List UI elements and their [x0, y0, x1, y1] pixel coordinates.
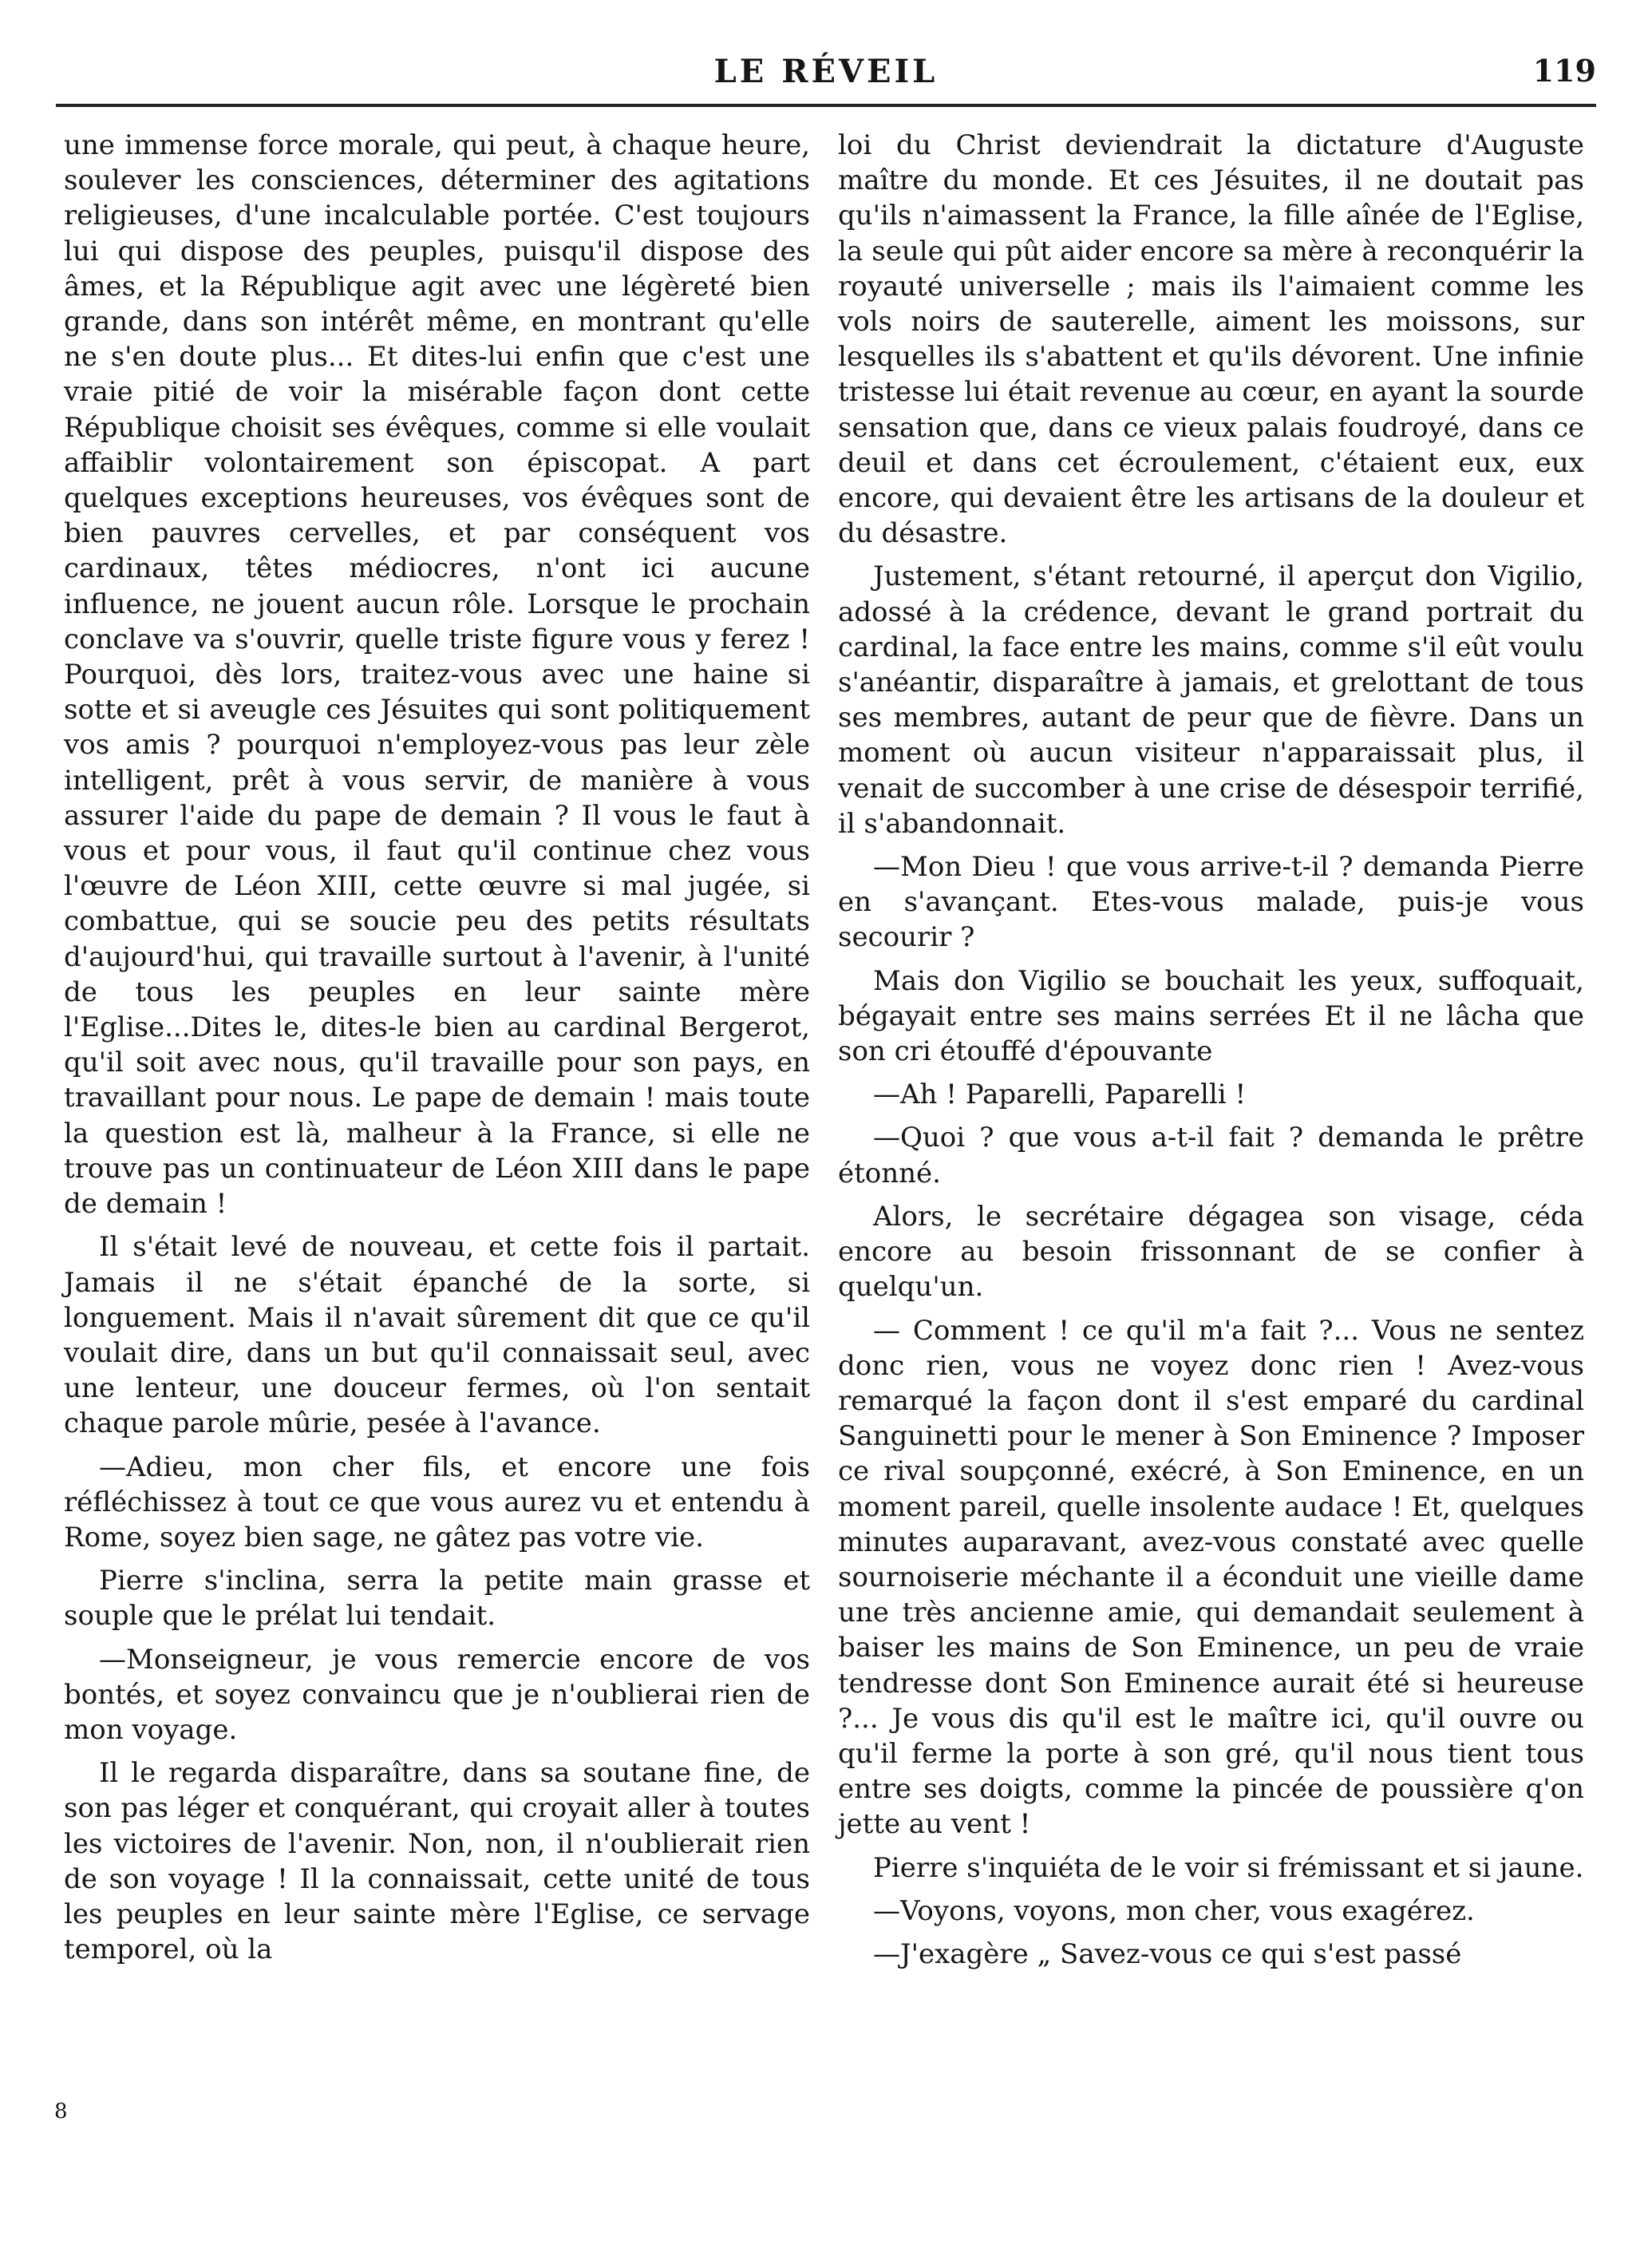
- paragraph: —Quoi ? que vous a-t-il fait ? demanda le prêtre étonné.: [838, 1122, 1584, 1189]
- paragraph: —Adieu, mon cher fils, et encore une fois réfléchissez à tout ce que vous aurez vu et entendu à Rome, soyez bien sage, ne gâtez pas votre vie.: [64, 1451, 810, 1553]
- paragraph: loi du Christ deviendrait la dictature d'Auguste maître du monde. Et ces Jésuites, il ne doutait pas qu'ils n'aimassent la France, la fille aînée de l'Eglise, la seule qui pût aider encore sa mère à reconquérir la royauté universelle ; mais ils l'aimaient comme les vols noirs de sauterelle, aiment les moissons, sur lesquelles ils s'abattent et qu'ils dévorent. Une infinie tristesse lui était revenue au cœur, en ayant la sourde sensation que, dans ce vieux palais foudroyé, dans ce deuil et dans cet écroulement, c'étaient eux, eux encore, qui devaient être les artisans de la douleur et du désastre.: [838, 129, 1584, 550]
- paragraph: Pierre s'inquiéta de le voir si frémissant et si jaune.: [873, 1851, 1584, 1884]
- paragraph: une immense force morale, qui peut, à chaque heure, soulever les consciences, déterminer des agitations religieuses, d'une incalculable portée. C'est toujours lui qui dispose des peuples, puisqu'il dispose des âmes, et la République agit avec une légèreté bien grande, dans son intérêt même, en montrant qu'elle ne s'en doute plus... Et dites-lui enfin que c'est une vraie pitié de voir la misérable façon dont cette République choisit ses évêques, comme si elle voulait affaiblir volontairement son épiscopat. A part quelques exceptions heureuses, vos évêques sont de bien pauvres cervelles, et par conséquent vos cardinaux, têtes médiocres, n'ont ici aucune influence, ne jouent aucun rôle. Lorsque le prochain conclave va s'ouvrir, quelle triste figure vous y ferez ! Pourquoi, dès lors, traitez-vous avec une haine si sotte et si aveugle ces Jésuites qui sont politiquement vos amis ? pourquoi n'employez-vous pas leur zèle intelligent, prêt à vous servir, de manière à vous assurer l'aide du pape de demain ? Il vous le faut à vous et pour vous, il faut qu'il continue chez vous l'œuvre de Léon XIII, cette œuvre si mal jugée, si combattue, qui se soucie peu des petits résultats d'aujourd'hui, qui travaille surtout à l'avenir, à l'unité de tous les peuples en leur sainte mère l'Eglise...Dites le, dites-le bien au cardinal Bergerot, qu'il soit avec nous, qu'il travaille pour son pays, en travaillant pour nous. Le pape de demain ! mais toute la question est là, malheur à la France, si elle ne trouve pas un continuateur de Léon XIII dans le pape de demain !: [64, 129, 810, 1221]
- paragraph: — Comment ! ce qu'il m'a fait ?... Vous ne sentez donc rien, vous ne voyez donc rien ! Avez-vous remarqué la façon dont il s'est emparé du cardinal Sanguinetti pour le mener à Son Eminence ? Imposer ce rival soupçonné, exécré, à Son Eminence, en un moment pareil, quelle insolente audace ! Et, quelques minutes auparavant, avez-vous constaté avec quelle sournoiserie méchante il a éconduit une vieille dame une très ancienne amie, qui demandait seulement à baiser les mains de Son Eminence, un peu de vraie tendresse dont Son Eminence aurait été si heureuse ?... Je vous dis qu'il est le maître ici, qu'il ouvre ou qu'il ferme la porte à son gré, qu'il nous tient tous entre ses doigts, comme la pincée de poussière q'on jette au vent !: [838, 1314, 1584, 1841]
- paragraph: —Mon Dieu ! que vous arrive-t-il ? demanda Pierre en s'avançant. Etes-vous malade, puis-je vous secourir ?: [838, 851, 1584, 954]
- running-title: LE RÉVEIL: [713, 53, 939, 90]
- paragraph: Mais don Vigilio se bouchait les yeux, suffoquait, bégayait entre ses mains serrées Et il ne lâcha que son cri étouffé d'épouvante: [838, 964, 1584, 1068]
- paragraph: —Ah ! Paparelli, Paparelli !: [873, 1078, 1247, 1111]
- left-column: [64, 128, 810, 1975]
- paragraph: —Monseigneur, je vous remercie encore de vos bontés, et soyez convaincu que je n'oublierai rien de mon voyage.: [64, 1643, 810, 1746]
- signature-mark: 8: [54, 2100, 68, 2123]
- page-number: 119: [1532, 53, 1596, 89]
- paragraph: Il le regarda disparaître, dans sa soutane fine, de son pas léger et conquérant, qui croyait aller à toutes les victoires de l'avenir. Non, non, il n'oublierait rien de son voyage ! Il la connaissait, cette unité de tous les peuples en leur sainte mère l'Eglise, ce servage temporel, où la: [64, 1757, 810, 1966]
- paragraph: Alors, le secrétaire dégagea son visage, céda encore au besoin frissonnant de se confier à quelqu'un.: [838, 1200, 1584, 1304]
- paragraph: Il s'était levé de nouveau, et cette fois il partait. Jamais il ne s'était épanché de la sorte, si longuement. Mais il n'avait sûrement dit que ce qu'il voulait dire, dans un but qu'il connaissait seul, avec une lenteur, une douceur fermes, où l'on sentait chaque parole mûrie, pesée à l'avance.: [64, 1231, 810, 1440]
- paragraph: —J'exagère „ Savez-vous ce qui s'est passé: [873, 1937, 1462, 1970]
- paragraph: —Voyons, voyons, mon cher, vous exagérez.: [873, 1894, 1475, 1927]
- page-header: [56, 48, 1596, 107]
- paragraph: Pierre s'inclina, serra la petite main grasse et souple que le prélat lui tendait.: [64, 1565, 810, 1633]
- right-column: [838, 128, 1584, 1980]
- paragraph: Justement, s'étant retourné, il aperçut don Vigilio, adossé à la crédence, devant le grand portrait du cardinal, la face entre les mains, comme s'il eût voulu s'anéantir, disparaître à jamais, et grelottant de tous ses membres, autant de peur que de fièvre. Dans un moment où aucun visiteur n'apparaissait plus, il venait de succomber à une crise de désespoir terrifié, il s'abandonnait.: [838, 560, 1584, 840]
